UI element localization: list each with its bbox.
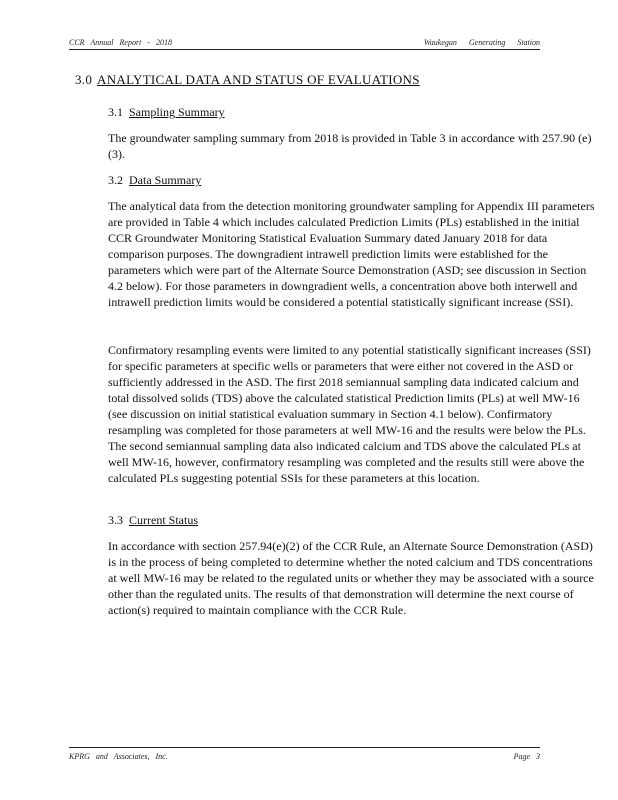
footer-page-number: Page 3 <box>513 752 540 761</box>
footer-rule <box>69 747 540 748</box>
subsection-heading-data-summary <box>108 173 201 188</box>
subsection-title: Current Status <box>129 513 198 527</box>
paragraph-current-status: In accordance with section 257.94(e)(2) of the CCR Rule, an Alternate Source Demonstration (ASD) is in the process of being completed to determine whether the noted calcium and TDS concentrations at well MW-16 may be related to the regulated units or whether they may be associated with a source other than the regulated units. The results of that demonstration will determine the next course of action(s) required to maintain compliance with the CCR Rule. <box>108 539 594 617</box>
page-header <box>69 36 540 50</box>
section-number: 3.0 <box>75 72 93 87</box>
paragraph-data-summary-1: The analytical data from the detection monitoring groundwater sampling for Appendix III parameters are provided in Table 4 which includes calculated Prediction Limits (PLs) established in the initial CCR Groundwater Monitoring Statistical Evaluation Summary dated January 2018 for data comparison purposes. The downgradient intrawell prediction limits were established for the parameters which were part of the Alternate Source Demonstration (ASD; see discussion in Section 4.2 below). For those parameters in downgradient wells, a concentration above both interwell and intrawell prediction limits would be considered a potential statistically significant increase (SSI). <box>108 199 595 309</box>
subsection-number: 3.1 <box>108 105 123 119</box>
subsection-heading-sampling-summary <box>108 105 225 120</box>
subsection-number: 3.3 <box>108 513 123 527</box>
header-station-name: Waukegan Generating Station <box>423 38 540 47</box>
section-title: ANALYTICAL DATA AND STATUS OF EVALUATIONS <box>97 72 420 87</box>
subsection-number: 3.2 <box>108 173 123 187</box>
subsection-heading-current-status <box>108 513 198 528</box>
paragraph-sampling-summary: The groundwater sampling summary from 2018 is provided in Table 3 in accordance with 257.90 (e)(3). <box>108 131 592 161</box>
subsection-title: Data Summary <box>129 173 202 187</box>
footer-company: KPRG and Associates, Inc. <box>69 752 168 761</box>
page-footer <box>69 752 540 766</box>
header-rule <box>69 49 540 50</box>
section-heading <box>75 72 420 88</box>
subsection-title: Sampling Summary <box>129 105 225 119</box>
paragraph-data-summary-2: Confirmatory resampling events were limited to any potential statistically significant increases (SSI) for specific parameters at specific wells or parameters that were either not covered in the ASD or sufficiently addressed in the ASD. The first 2018 semiannual sampling data indicated calcium and total dissolved solids (TDS) above the calculated statistical Prediction limits (PLs) at well MW-16 (see discussion on initial statistical evaluation summary in Section 4.1 below). Confirmatory resampling was completed for those parameters at well MW-16 and the results were below the PLs. The second semiannual sampling data also indicated calcium and TDS above the calculated PLs at well MW-16, however, confirmatory resampling was completed and the results still were above the calculated PLs suggesting potential SSIs for these parameters at this location. <box>108 343 591 485</box>
header-report-title: CCR Annual Report - 2018 <box>69 38 172 47</box>
